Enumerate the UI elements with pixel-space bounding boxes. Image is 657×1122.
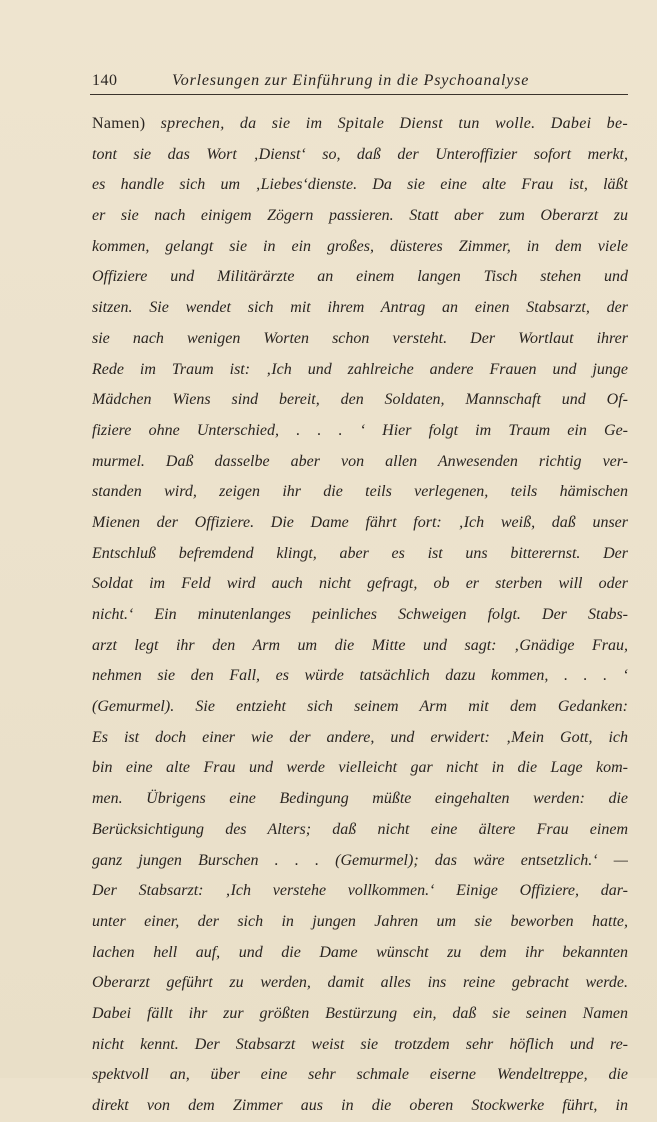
text-line: Soldat im Feld wird auch nicht gefragt, ob er sterben will oder (92, 575, 628, 593)
text-line: bin eine alte Frau und werde vielleicht gar nicht in die Lage kom- (92, 759, 628, 777)
text-line: fiziere ohne Unterschied, . . . ‘ Hier folgt im Traum ein Ge- (92, 421, 628, 439)
body-text (92, 109, 628, 1122)
text-line: arzt legt ihr den Arm um die Mitte und sagt: ‚Gnädige Frau, (92, 636, 628, 654)
running-head (92, 68, 628, 94)
page-number: 140 (92, 72, 118, 89)
text-line: Dabei fällt ihr zur größten Bestürzung ein, daß sie seinen Namen (92, 1004, 628, 1022)
text-line: direkt von dem Zimmer aus in die oberen Stockwerke führt, in (92, 1097, 628, 1114)
text-line: (Gemurmel). Sie entzieht sich seinem Arm mit dem Gedanken: (92, 698, 628, 716)
header-rule (90, 94, 628, 95)
text-line: Offiziere und Militärärzte an einem langen Tisch stehen und (92, 268, 628, 286)
text-line: Oberarzt geführt zu werden, damit alles ins reine gebracht werde. (92, 974, 628, 992)
text-line: murmel. Daß dasselbe aber von allen Anwesenden richtig ver- (92, 452, 628, 470)
text-line: sitzen. Sie wendet sich mit ihrem Antrag an einen Stabsarzt, der (92, 299, 628, 317)
text-line: er sie nach einigem Zögern passieren. Statt aber zum Oberarzt zu (92, 207, 628, 225)
text-line: Es ist doch einer wie der andere, und erwidert: ‚Mein Gott, ich (92, 728, 628, 746)
text-line: standen wird, zeigen ihr die teils verlegenen, teils hämischen (92, 483, 628, 501)
text-line: unter einer, der sich in jungen Jahren um sie beworben hatte, (92, 912, 628, 930)
text-line: es handle sich um ‚Liebes‘dienste. Da sie eine alte Frau ist, läßt (92, 176, 628, 194)
running-title: Vorlesungen zur Einführung in die Psychoanalyse (172, 72, 530, 89)
text-line: Rede im Traum ist: ‚Ich und zahlreiche andere Frauen und junge (92, 360, 628, 378)
text-line: Berücksichtigung des Alters; daß nicht eine ältere Frau einem (92, 820, 628, 838)
text-line (92, 109, 628, 140)
text-line: kommen, gelangt sie in ein großes, düsteres Zimmer, in dem viele (92, 237, 628, 255)
text-line-fragment: sprechen, da sie im Spitale Dienst tun wolle. Dabei be- (160, 115, 628, 132)
text-line: spektvoll an, über eine sehr schmale eiserne Wendeltreppe, die (92, 1066, 628, 1084)
text-line: Entschluß befremdend klingt, aber es ist uns bitterernst. Der (92, 544, 628, 562)
text-line: Der Stabsarzt: ‚Ich verstehe vollkommen.‘ Einige Offiziere, dar- (92, 882, 628, 900)
text-line: men. Übrigens eine Bedingung müßte eingehalten werden: die (92, 790, 628, 808)
text-line: nehmen sie den Fall, es würde tatsächlich dazu kommen, . . . ‘ (92, 667, 628, 685)
text-line: Mienen der Offiziere. Die Dame fährt fort: ‚Ich weiß, daß unser (92, 513, 628, 531)
first-word: Namen) (92, 115, 146, 132)
text-line: nicht.‘ Ein minutenlanges peinliches Schweigen folgt. Der Stabs- (92, 606, 628, 623)
text-line: lachen hell auf, und die Dame wünscht zu dem ihr bekannten (92, 943, 628, 961)
text-line: Mädchen Wiens sind bereit, den Soldaten, Mannschaft und Of- (92, 391, 628, 409)
text-line: nicht kennt. Der Stabsarzt weist sie trotzdem sehr höflich und re- (92, 1035, 628, 1053)
text-line: sie nach wenigen Worten schon versteht. Der Wortlaut ihrer (92, 329, 628, 347)
text-line: ganz jungen Burschen . . . (Gemurmel); das wäre entsetzlich.‘ — (92, 851, 628, 869)
text-line: tont sie das Wort ‚Dienst‘ so, daß der Unteroffizier sofort merkt, (92, 145, 628, 163)
